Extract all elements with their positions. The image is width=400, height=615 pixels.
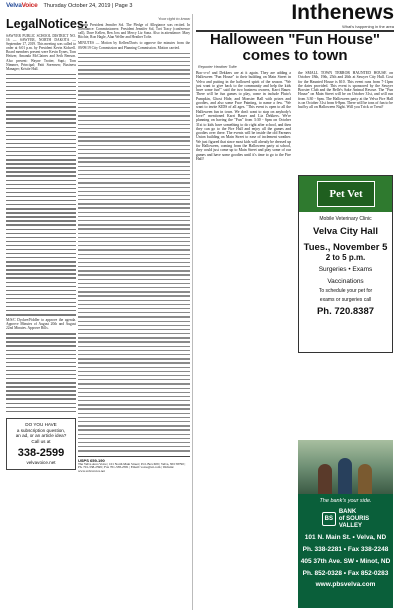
ad-line-4: Call us at [31,438,51,444]
bank-address-1: 101 N. Main St. • Velva, ND [304,533,387,541]
legal-notice-body [6,74,76,316]
legal-notices-column-2 [78,17,190,607]
legal-notices-column [6,17,88,607]
article-column-1: Boo-o-o! and Dekkers are at it again. They are adding a Halloween "Fun House" to their building on Main Street in Velva and putting in the hallowed spirit of the season. "We just want to give back to the community and help the kids have some fun!" said the two business owners, Karri Bauer. There will be fun games to play, come in include Pluto's Pumpkin, Ghost Hide, and Monster Ball with prizes and goodies, and also some Face Painting, to name a few. "We want to invite KIDS of all ages. "This event is open to all the Halloween fun in town. We don't want to stop on anybody's love!" mentioned Karri Bauer and Liz Dekkers. We're planning on having the "Fun" from 3:30 - 6pm on October 31st to kids have something to do right after school, and then they can go to the Fire Hall and enjoy all the games and goodies over there. The events will be inside the old Farmers Union building on Main Street to ease of inclement weather. We just figured that since most kids will already be dressed up for Halloween, coming from the Halloween party at school, they could just come up to Main Street and play some of our games and have some goodies until it's time to go to the Fire Hall! [196,71,291,161]
bank-name-line-2: of SOURIS [338,515,370,522]
bank-address-4: Ph. 852-0328 • Fax 852-0283 [302,569,389,577]
publication-title: USPS 659-190 [78,457,105,463]
article-headline: Halloween "Fun House" comes to town [209,31,381,64]
legal-notice-text: SAWYER PUBLIC SCHOOL DISTRICT NO. 16 — SAWYER, NORTH DAKOTA — September 17, 2019. This meeting was called to order at 6:01 p.m. by President Kevin Kidwell. Board members present were Kevin Eynes, Tom Heitzer, Amanda McClaines and Seth Benson. Also present: Wayne Trotter, Supt.; Tom Nimmer, Principal; Patti Sorensen; Business Manager; Kristie Hall. [6,34,76,71]
section-subtitle: What's happening in the area [342,24,394,29]
section-title: Inthenews [291,1,394,24]
publication-details: The Velva Area Voice | 101 North Main Street | P.O. Box 609 | Velva, ND 58790 | Ph. 701-338-2599 | Fax 701-338-2581 | Email: voice@srt.com | Website: www.velvavoice.net [78,461,186,474]
pet-vet-date: Tues., November 5 [303,241,388,253]
bank-address-2: Ph. 338-2281 • Fax 338-2248 [302,545,389,553]
ad-website: velvavoice.net [26,460,56,466]
pet-vet-appointment-1: To schedule your pet for [318,288,373,294]
person-figure [338,458,352,494]
minutes-text: Adams President Jennifer Sol. The Pledge of Allegiance was recited. In attendance: Commissioners: President Jennifer Sol, Tori Tracy (conference call), Dave Kellen, Ben Joss and Mercy Liz Sona. Also in attendance: Mary Ritchie, Ron Hagle, Alan Weller and Heather Tofte. [78,23,190,40]
pet-vet-services-1: Surgeries • Exams [318,266,373,273]
issue-info: Thursday October 24, 2019 | Page 3 [43,2,133,9]
subscription-ad [6,418,76,470]
bank-address-3: 405 37th Ave. SW • Minot, ND [300,557,391,565]
minutes-body [78,53,190,452]
pet-vet-subtitle-1: Mobile Veterinary Clinic [319,216,372,222]
pet-vet-phone: Ph. 720.8387 [316,306,375,317]
article-column-2: the SMALL TOWN TERROR HAUNTED HOUSE on October 18th, 19th, 25th and 26th at Sawyer City Hall. Cost for the Haunted House is $10. This event runs from 7-11pm the dates provided. This event is sponsored by the Sawyer Booster Club and the Belle's Sake Animal Rescue. The "Fun House" on Main Street will be on October 31st, and will run from 3:30 - 6pm. The Halloween party at the Velva Fire Hall is on October 31st from 6-8pm. There will be tons of fun to be had by all on Halloween Night. Will you Trick or Treat? [298,71,393,110]
pet-vet-logo: Pet Vet [317,181,375,207]
ad-phone: 338-2599 [17,447,65,460]
pet-vet-banner [299,176,392,212]
person-figure [318,464,332,494]
bank-tagline: The bank's your side. [319,498,372,504]
bank-name-line-3: VALLEY [338,522,363,529]
your-right-label: Your right to know [157,16,190,21]
bank-logo [298,509,393,530]
bank-ad [298,440,393,608]
bank-name [339,509,369,530]
article-byline: Reporter Heather Tofte [198,65,237,69]
legal-notices-title: LegalNotices: [6,17,88,31]
minutes-text-2: MINUTES — Motion by Kellen/Davis to approve the minutes from the 09/09/19 City Commission and Planning Commission. Motion carried. [78,41,190,50]
ad-line-3: an ad, or an article idea? [15,433,67,439]
masthead: VelvaVoice [6,2,38,9]
bank-badge-icon: BS [322,512,336,526]
pet-vet-ad [298,175,393,353]
pet-vet-time: 2 to 5 p.m. [325,253,366,262]
column-divider [192,14,193,610]
ad-line-1: DO YOU HAVE [25,422,57,428]
legal-notice-body-2 [6,333,76,412]
person-figure [358,464,372,494]
publication-info [78,456,190,475]
pet-vet-appointment-2: exams or surgeries call [319,297,372,303]
pet-vet-services-2: Vaccinations [327,277,364,285]
pet-vet-location: Velva City Hall [313,226,378,237]
bank-ad-photo [298,440,393,494]
ad-line-2: a subscription question, [16,427,66,433]
bank-website: www.pbsvelva.com [315,580,376,588]
in-the-news-section [196,0,394,615]
section-header [196,2,394,30]
bank-name-line-1: BANK [338,508,357,515]
legal-notice-continuation: M/S/C Dyckee/Fiddler to approve the agenda. Approve Minutes of August 20th and August 22nd Minutes. Approve Bills. [6,318,76,331]
